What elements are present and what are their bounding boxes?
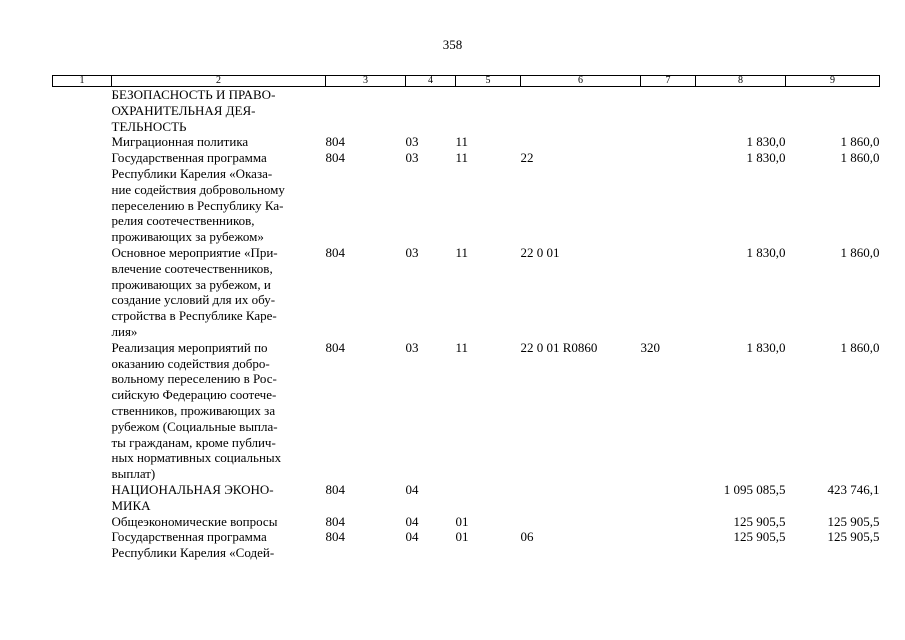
column-header: 1 xyxy=(53,76,112,87)
row-index-cell xyxy=(53,529,112,561)
item-name-line: лия» xyxy=(111,323,138,339)
target-item-code-cell: 22 0 01 xyxy=(520,244,560,260)
item-name-line: вольному переселению в Рос- xyxy=(111,371,277,387)
table-row xyxy=(53,340,880,482)
item-name-cell xyxy=(112,87,326,135)
amount-year2-cell: 1 860,0 xyxy=(840,134,880,150)
expense-type-code-cell: 320 xyxy=(640,339,660,355)
target-item-code-cell: 22 0 01 R0860 xyxy=(520,339,598,355)
ministry-code-cell xyxy=(326,87,406,135)
item-name-line: БЕЗОПАСНОСТЬ И ПРАВО- xyxy=(111,87,276,102)
target-item-code-cell xyxy=(521,87,641,135)
target-item-code-cell: 06 xyxy=(520,529,534,545)
row-index-cell xyxy=(53,134,112,150)
item-name-cell xyxy=(112,150,326,245)
column-number-row xyxy=(53,76,880,87)
table-row xyxy=(53,87,880,135)
item-name-line: влечение соотечественников, xyxy=(111,260,273,276)
item-name-line: рубежом (Социальные выпла- xyxy=(111,418,278,434)
item-name-line: создание условий для их обу- xyxy=(111,292,276,308)
amount-year1-cell: 1 095 085,5 xyxy=(723,481,786,497)
amount-year2-cell: 1 860,0 xyxy=(840,244,880,260)
item-name-line: Республики Карелия «Содей- xyxy=(111,545,275,561)
item-name-line: Государственная программа xyxy=(111,150,267,166)
table-row xyxy=(53,134,880,150)
table-row xyxy=(53,245,880,340)
subsection-code-cell: 01 xyxy=(455,529,469,545)
subsection-code-cell: 11 xyxy=(455,150,469,166)
subsection-code-cell: 11 xyxy=(455,134,469,150)
subsection-code-cell: 01 xyxy=(455,513,469,529)
table-row xyxy=(53,514,880,530)
ministry-code-cell: 804 xyxy=(325,481,345,497)
amount-year1-cell: 125 905,5 xyxy=(733,513,786,529)
item-name-line: Основное мероприятие «При- xyxy=(111,244,278,260)
subsection-code-cell: 11 xyxy=(455,339,469,355)
section-code-cell: 04 xyxy=(405,529,419,545)
expense-type-code-cell xyxy=(641,514,696,530)
row-index-cell xyxy=(53,150,112,245)
item-name-line: МИКА xyxy=(111,497,151,513)
section-code-cell: 04 xyxy=(405,513,419,529)
expense-type-code-cell xyxy=(641,482,696,514)
item-name-cell xyxy=(112,482,326,514)
table-row xyxy=(53,529,880,561)
item-name-line: проживающих за рубежом, и xyxy=(111,276,271,292)
item-name-line: ных нормативных социальных xyxy=(111,450,282,466)
amount-year2-cell: 423 746,1 xyxy=(827,481,880,497)
item-name-line: релия соотечественников, xyxy=(111,213,255,229)
subsection-code-cell xyxy=(456,482,521,514)
column-header: 6 xyxy=(521,76,641,87)
item-name-line: выплат) xyxy=(111,466,156,482)
table-body xyxy=(53,87,880,561)
target-item-code-cell: 22 xyxy=(520,150,534,166)
item-name-line: Республики Карелия «Оказа- xyxy=(111,165,273,181)
section-code-cell: 03 xyxy=(405,134,419,150)
column-header: 9 xyxy=(786,76,880,87)
column-header: 7 xyxy=(641,76,696,87)
item-name-cell xyxy=(112,529,326,561)
ministry-code-cell: 804 xyxy=(325,244,345,260)
row-index-cell xyxy=(53,87,112,135)
amount-year2-cell: 125 905,5 xyxy=(827,513,880,529)
ministry-code-cell: 804 xyxy=(325,339,345,355)
item-name-line: Реализация мероприятий по xyxy=(111,339,268,355)
budget-table xyxy=(52,75,880,561)
item-name-line: ты гражданам, кроме публич- xyxy=(111,434,276,450)
item-name-cell xyxy=(112,340,326,482)
section-code-cell xyxy=(406,87,456,135)
subsection-code-cell: 11 xyxy=(455,244,469,260)
row-index-cell xyxy=(53,482,112,514)
expense-type-code-cell xyxy=(641,134,696,150)
target-item-code-cell xyxy=(521,514,641,530)
row-index-cell xyxy=(53,514,112,530)
item-name-line: проживающих за рубежом» xyxy=(111,229,264,245)
item-name-line: Миграционная политика xyxy=(111,134,249,150)
item-name-line: сийскую Федерацию соотече- xyxy=(111,387,277,403)
item-name-line: стройства в Республике Каре- xyxy=(111,308,277,324)
amount-year2-cell: 125 905,5 xyxy=(827,529,880,545)
column-header: 3 xyxy=(326,76,406,87)
item-name-line: ОХРАНИТЕЛЬНАЯ ДЕЯ- xyxy=(111,102,256,118)
section-code-cell: 04 xyxy=(405,481,419,497)
row-index-cell xyxy=(53,340,112,482)
table-row xyxy=(53,482,880,514)
ministry-code-cell: 804 xyxy=(325,150,345,166)
column-header: 5 xyxy=(456,76,521,87)
expense-type-code-cell xyxy=(641,150,696,245)
ministry-code-cell: 804 xyxy=(325,134,345,150)
item-name-line: ственников, проживающих за xyxy=(111,402,276,418)
item-name-cell xyxy=(112,245,326,340)
expense-type-code-cell xyxy=(641,245,696,340)
amount-year2-cell: 1 860,0 xyxy=(840,339,880,355)
item-name-line: ТЕЛЬНОСТЬ xyxy=(111,118,187,134)
expense-type-code-cell xyxy=(641,529,696,561)
section-code-cell: 03 xyxy=(405,339,419,355)
amount-year2-cell: 1 860,0 xyxy=(840,150,880,166)
amount-year1-cell: 1 830,0 xyxy=(746,134,786,150)
amount-year1-cell: 1 830,0 xyxy=(746,150,786,166)
column-header: 2 xyxy=(112,76,326,87)
target-item-code-cell xyxy=(521,134,641,150)
amount-year1-cell xyxy=(696,87,786,135)
item-name-line: Общеэкономические вопросы xyxy=(111,513,278,529)
amount-year1-cell: 1 830,0 xyxy=(746,244,786,260)
column-header: 4 xyxy=(406,76,456,87)
amount-year2-cell xyxy=(786,87,880,135)
ministry-code-cell: 804 xyxy=(325,529,345,545)
item-name-line: оказанию содействия добро- xyxy=(111,355,270,371)
amount-year1-cell: 1 830,0 xyxy=(746,339,786,355)
section-code-cell: 03 xyxy=(405,150,419,166)
ministry-code-cell: 804 xyxy=(325,513,345,529)
table-row xyxy=(53,150,880,245)
column-header: 8 xyxy=(696,76,786,87)
item-name-line: ние содействия добровольному xyxy=(111,181,285,197)
row-index-cell xyxy=(53,245,112,340)
page-number: 358 xyxy=(442,37,463,52)
item-name-line: переселению в Республику Ка- xyxy=(111,197,284,213)
item-name-line: Государственная программа xyxy=(111,529,267,545)
section-code-cell: 03 xyxy=(405,244,419,260)
target-item-code-cell xyxy=(521,482,641,514)
amount-year1-cell: 125 905,5 xyxy=(733,529,786,545)
item-name-line: НАЦИОНАЛЬНАЯ ЭКОНО- xyxy=(111,481,274,497)
subsection-code-cell xyxy=(456,87,521,135)
expense-type-code-cell xyxy=(641,87,696,135)
item-name-cell xyxy=(112,134,326,150)
item-name-cell xyxy=(112,514,326,530)
